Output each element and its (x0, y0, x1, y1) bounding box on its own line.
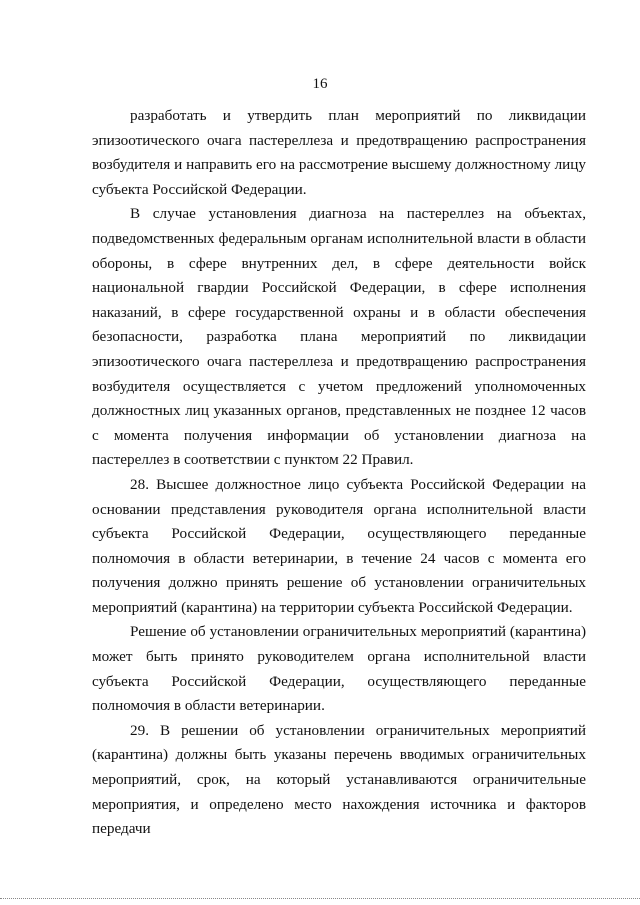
paragraph-item-28: 28. Высшее должностное лицо субъекта Российской Федерации на основании представления руководителя органа исполнительной власти субъекта Российской Федерации, осуществляющего переданные полномочия в области ветеринарии, в течение 24 часов с момента его получения должно принять решение об установлении ограничительных мероприятий (карантина) на территории субъекта Российской Федерации. (92, 475, 586, 616)
scan-bottom-edge (0, 898, 640, 905)
paragraph-diagnosis-federal-objects: В случае установления диагноза на пастереллез на объектах, подведомственных федеральным органам исполнительной власти в области обороны, в сфере внутренних дел, в сфере деятельности войск национальной гвардии Российской Федерации, в сфере исполнения наказаний, в сфере государственной охраны и в области обеспечения безопасности, разработка плана мероприятий по ликвидации эпизоотического очага пастереллеза и предотвращению распространения возбудителя осуществляется с учетом предложений уполномоченных должностных лиц указанных органов, представленных не позднее 12 часов с момента получения информации об установлении диагноза на пастереллез в соответствии с пунктом 22 Правил. (92, 205, 586, 469)
paragraph-item-29: 29. В решении об установлении ограничительных мероприятий (карантина) должны быть указаны перечень вводимых ограничительных мероприятий, срок, на который устанавливаются ограничительные мероприятия, и определено место нахождения источника и факторов передачи (92, 721, 586, 838)
document-body (92, 104, 586, 842)
paragraph-quarantine-decision: Решение об установлении ограничительных мероприятий (карантина) может быть принято руководителем органа исполнительной власти субъекта Российской Федерации, осуществляющего переданные полномочия в области ветеринарии. (92, 623, 586, 715)
page-number: 16 (312, 76, 328, 92)
paragraph-continuation: разработать и утвердить план мероприятий по ликвидации эпизоотического очага пастереллеза и предотвращению распространения возбудителя и направить его на рассмотрение высшему должностному лицу субъекта Российской Федерации. (92, 107, 586, 198)
